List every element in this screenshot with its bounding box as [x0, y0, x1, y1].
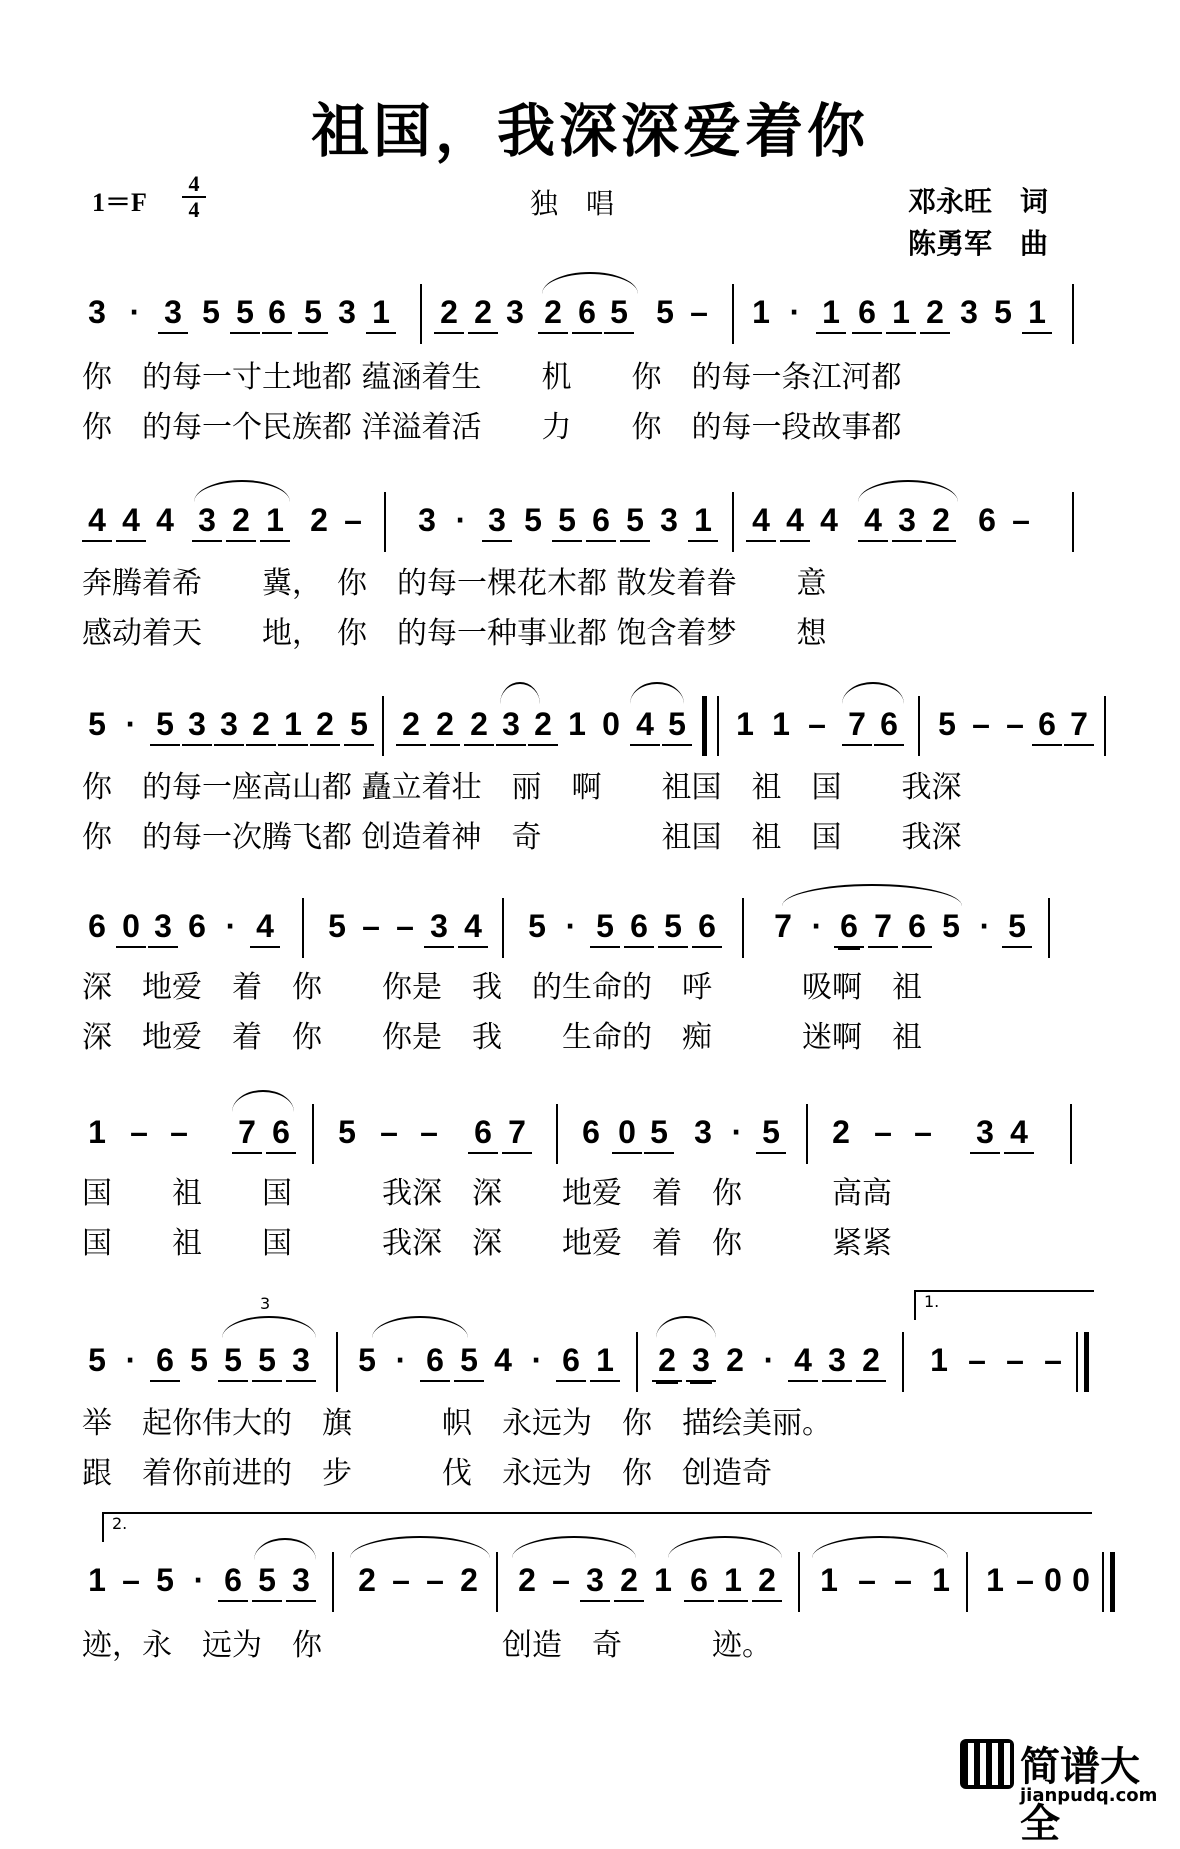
- jianpu-note: –: [130, 1114, 148, 1150]
- jianpu-note: 1: [816, 292, 846, 334]
- site-logo: [960, 1735, 1170, 1847]
- jianpu-note: 6: [468, 1112, 498, 1154]
- lyrics-row-1-verse-1: 你 的每一寸土地都 蕴涵着生 机 你 的每一条江河都: [82, 360, 902, 395]
- jianpu-note: –: [362, 908, 380, 944]
- jianpu-note: 5: [338, 1114, 356, 1150]
- jianpu-note: 7: [868, 906, 898, 948]
- jianpu-note: 4: [82, 500, 112, 542]
- jianpu-note: 5: [938, 706, 956, 742]
- bar-line: [806, 1104, 808, 1164]
- jianpu-note: 6: [978, 502, 996, 538]
- jianpu-note: 1: [718, 1560, 748, 1602]
- bar-line: [1076, 1332, 1089, 1392]
- jianpu-note: 4: [494, 1342, 512, 1378]
- jianpu-note: 1: [736, 706, 754, 742]
- jianpu-note: 6: [834, 906, 864, 948]
- key-signature: 1＝F: [92, 188, 147, 217]
- jianpu-note: 5: [524, 502, 542, 538]
- jianpu-note: 5: [620, 500, 650, 542]
- jianpu-note: 6: [266, 1112, 296, 1154]
- jianpu-note: 3: [580, 1560, 610, 1602]
- jianpu-note: 5: [88, 1342, 106, 1378]
- jianpu-note: 2: [430, 704, 460, 746]
- jianpu-note: 3: [286, 1340, 316, 1382]
- jianpu-note: 6: [150, 1340, 180, 1382]
- jianpu-note: 4: [630, 704, 660, 746]
- jianpu-note: 1: [590, 1340, 620, 1382]
- jianpu-note: 1: [260, 500, 290, 542]
- jianpu-note: 7: [842, 704, 872, 746]
- bar-line: [902, 1332, 904, 1392]
- jianpu-note: –: [396, 908, 414, 944]
- jianpu-note: 5: [202, 294, 220, 330]
- jianpu-note: 3: [482, 500, 512, 542]
- jianpu-note: 2: [920, 292, 950, 334]
- jianpu-note: 2: [460, 1562, 478, 1598]
- piano-keys-icon: [960, 1739, 1014, 1789]
- jianpu-note: 2: [752, 1560, 782, 1602]
- jianpu-note: 3: [694, 1114, 712, 1150]
- jianpu-note: 4: [780, 500, 810, 542]
- lyricist-credit: 邓永旺 词: [908, 185, 1049, 218]
- slur-mark: [222, 1316, 316, 1338]
- jianpu-note: 5: [344, 704, 374, 746]
- jianpu-note: ·: [731, 1114, 743, 1150]
- lyrics-row-6-verse-2: 跟 着你前进的 步 伐 永远为 你 创造奇: [82, 1456, 772, 1491]
- jianpu-note: 2: [464, 704, 494, 746]
- jianpu-note: –: [914, 1114, 932, 1150]
- composer-credit: 陈勇军 曲: [908, 227, 1049, 260]
- jianpu-note: 4: [788, 1340, 818, 1382]
- jianpu-note: –: [122, 1562, 140, 1598]
- lyrics-row-3-verse-2: 你 的每一次腾飞都 创造着神 奇 祖国 祖 国 我深: [82, 820, 962, 855]
- jianpu-note: –: [426, 1562, 444, 1598]
- jianpu-note: 3: [88, 294, 106, 330]
- jianpu-note: –: [968, 1342, 986, 1378]
- jianpu-note: –: [344, 502, 362, 538]
- lyrics-row-7-verse-1: 迹，永 远为 你 创造 奇 迹。: [82, 1628, 772, 1663]
- jianpu-note: –: [972, 706, 990, 742]
- lyrics-row-2-verse-2: 感动着天 地， 你 的每一种事业都 饱含着梦 想: [82, 616, 827, 651]
- bar-line: [702, 696, 719, 756]
- lyrics-row-4-verse-1: 深 地爱 着 你 你是 我 的生命的 呼 吸啊 祖: [82, 970, 922, 1005]
- bar-line: [1072, 284, 1074, 344]
- jianpu-note: 1: [568, 706, 586, 742]
- jianpu-note: 6: [218, 1560, 248, 1602]
- slur-mark: [842, 682, 904, 704]
- lyrics-row-2-verse-1: 奔腾着希 冀， 你 的每一棵花木都 散发着眷 意: [82, 566, 827, 601]
- jianpu-note: 1: [930, 1342, 948, 1378]
- jianpu-note: 4: [116, 500, 146, 542]
- jianpu-note: 4: [820, 502, 838, 538]
- jianpu-note: 1: [752, 294, 770, 330]
- lyrics-row-4-verse-2: 深 地爱 着 你 你是 我 生命的 痴 迷啊 祖: [82, 1020, 922, 1055]
- logo-url: jianpudq.com: [1020, 1785, 1158, 1806]
- jianpu-note: 3: [960, 294, 978, 330]
- jianpu-note: –: [1006, 706, 1024, 742]
- jianpu-note: 2: [614, 1560, 644, 1602]
- slur-mark: [858, 480, 958, 502]
- jianpu-note: 0: [1072, 1562, 1090, 1598]
- bar-line: [332, 1552, 334, 1612]
- bar-line: [336, 1332, 338, 1392]
- jianpu-note: 5: [942, 908, 960, 944]
- bar-line: [732, 284, 734, 344]
- jianpu-note: 0: [116, 906, 146, 948]
- slur-mark: [656, 1316, 716, 1338]
- jianpu-note: 6: [902, 906, 932, 948]
- jianpu-note: 7: [774, 908, 792, 944]
- jianpu-note: 6: [684, 1560, 714, 1602]
- lyrics-row-1-verse-2: 你 的每一个民族都 洋溢着活 力 你 的每一段故事都: [82, 410, 902, 445]
- jianpu-note: 1: [366, 292, 396, 334]
- jianpu-note: 4: [250, 906, 280, 948]
- jianpu-note: 5: [756, 1112, 786, 1154]
- jianpu-note: 5: [604, 292, 634, 334]
- bar-line: [496, 1552, 498, 1612]
- lyrics-row-3-verse-1: 你 的每一座高山都 矗立着壮 丽 啊 祖国 祖 国 我深: [82, 770, 962, 805]
- jianpu-note: ·: [979, 908, 991, 944]
- jianpu-note: 5: [658, 906, 688, 948]
- logo-title: 简谱大全: [1020, 1744, 1140, 1847]
- bar-line: [312, 1104, 314, 1164]
- jianpu-note: 3: [892, 500, 922, 542]
- slur-mark: [232, 1090, 294, 1112]
- jianpu-note: 5: [252, 1560, 282, 1602]
- bar-line: [732, 492, 734, 552]
- jianpu-note: 0: [612, 1112, 642, 1154]
- jianpu-note: 3: [822, 1340, 852, 1382]
- jianpu-note: 6: [852, 292, 882, 334]
- jianpu-note: 3: [338, 294, 356, 330]
- bar-line: [556, 1104, 558, 1164]
- jianpu-note: –: [1044, 1342, 1062, 1378]
- jianpu-note: 0: [602, 706, 620, 742]
- jianpu-note: 2: [226, 500, 256, 542]
- volta-1: 1.: [914, 1290, 1094, 1320]
- jianpu-note: 5: [190, 1342, 208, 1378]
- time-signature: [182, 172, 206, 222]
- jianpu-note: 6: [624, 906, 654, 948]
- slur-mark: [372, 1316, 468, 1338]
- jianpu-note: ·: [395, 1342, 407, 1378]
- jianpu-note: 1: [886, 292, 916, 334]
- slur-mark: [542, 272, 638, 294]
- jianpu-note: 3: [506, 294, 524, 330]
- jianpu-note: –: [1006, 1342, 1024, 1378]
- jianpu-note: 2: [538, 292, 568, 334]
- jianpu-note: 6: [582, 1114, 600, 1150]
- jianpu-note: 6: [1032, 704, 1062, 746]
- jianpu-note: ·: [811, 908, 823, 944]
- jianpu-note: 2: [396, 704, 426, 746]
- jianpu-note: 7: [1064, 704, 1094, 746]
- jianpu-note: 3: [660, 502, 678, 538]
- jianpu-note: –: [1016, 1562, 1034, 1598]
- jianpu-note: 1: [1022, 292, 1052, 334]
- jianpu-note: 7: [232, 1112, 262, 1154]
- slur-mark: [630, 682, 684, 704]
- jianpu-note: 3: [214, 704, 244, 746]
- song-title: 祖国，我深深爱着你: [310, 97, 869, 165]
- jianpu-note: 1: [278, 704, 308, 746]
- jianpu-note: 1: [688, 500, 718, 542]
- jianpu-note: 3: [418, 502, 436, 538]
- jianpu-note: 5: [358, 1342, 376, 1378]
- jianpu-note: 6: [586, 500, 616, 542]
- jianpu-note: 3: [970, 1112, 1000, 1154]
- jianpu-note: 3: [148, 906, 178, 948]
- jianpu-note: –: [1012, 502, 1030, 538]
- jianpu-note: 3: [686, 1340, 716, 1382]
- jianpu-note: 6: [88, 908, 106, 944]
- jianpu-note: 1: [986, 1562, 1004, 1598]
- jianpu-note: 1: [772, 706, 790, 742]
- jianpu-note: 4: [858, 500, 888, 542]
- jianpu-note: 5: [590, 906, 620, 948]
- jianpu-note: 2: [246, 704, 276, 746]
- jianpu-note: 5: [150, 704, 180, 746]
- jianpu-note: –: [808, 706, 826, 742]
- jianpu-note: 1: [932, 1562, 950, 1598]
- jianpu-note: 5: [252, 1340, 282, 1382]
- jianpu-note: 4: [458, 906, 488, 948]
- jianpu-note: 2: [358, 1562, 376, 1598]
- bar-line: [798, 1552, 800, 1612]
- bar-line: [1102, 1552, 1115, 1612]
- jianpu-note: 2: [310, 704, 340, 746]
- jianpu-note: –: [392, 1562, 410, 1598]
- jianpu-note: 5: [1002, 906, 1032, 948]
- bar-line: [382, 696, 384, 756]
- jianpu-note: –: [552, 1562, 570, 1598]
- jianpu-note: ·: [125, 1342, 137, 1378]
- jianpu-note: 5: [298, 292, 328, 334]
- staff-row-2: [82, 500, 1082, 566]
- slur-mark: [194, 480, 290, 502]
- jianpu-note: 6: [874, 704, 904, 746]
- jianpu-note: 0: [1044, 1562, 1062, 1598]
- jianpu-note: 6: [188, 908, 206, 944]
- jianpu-note: 6: [572, 292, 602, 334]
- jianpu-note: –: [874, 1114, 892, 1150]
- jianpu-note: 6: [692, 906, 722, 948]
- time-signature-top: 4: [188, 171, 200, 196]
- jianpu-note: 3: [286, 1560, 316, 1602]
- bar-line: [384, 492, 386, 552]
- jianpu-note: 5: [88, 706, 106, 742]
- jianpu-note: 5: [994, 294, 1012, 330]
- jianpu-note: ·: [531, 1342, 543, 1378]
- jianpu-note: 3: [158, 292, 188, 334]
- jianpu-note: ·: [129, 294, 141, 330]
- jianpu-note: 5: [662, 704, 692, 746]
- jianpu-note: –: [420, 1114, 438, 1150]
- bar-line: [302, 898, 304, 958]
- jianpu-note: 5: [230, 292, 260, 334]
- bar-line: [1048, 898, 1050, 958]
- jianpu-note: 1: [88, 1562, 106, 1598]
- jianpu-note: ·: [455, 502, 467, 538]
- bar-line: [918, 696, 920, 756]
- bar-line: [1104, 696, 1106, 756]
- jianpu-note: 6: [420, 1340, 450, 1382]
- jianpu-note: ·: [763, 1342, 775, 1378]
- jianpu-note: 5: [552, 500, 582, 542]
- jianpu-note: 1: [654, 1562, 672, 1598]
- bar-line: [1072, 492, 1074, 552]
- jianpu-note: –: [380, 1114, 398, 1150]
- bar-line: [1070, 1104, 1072, 1164]
- jianpu-note: 5: [328, 908, 346, 944]
- jianpu-note: 2: [832, 1114, 850, 1150]
- jianpu-note: 2: [310, 502, 328, 538]
- jianpu-note: 1: [88, 1114, 106, 1150]
- jianpu-note: 2: [926, 500, 956, 542]
- jianpu-note: 3: [192, 500, 222, 542]
- jianpu-note: 5: [454, 1340, 484, 1382]
- jianpu-note: 2: [434, 292, 464, 334]
- triplet-mark: 3: [260, 1294, 271, 1313]
- staff-row-6: [82, 1294, 1082, 1406]
- jianpu-note: 2: [518, 1562, 536, 1598]
- lyrics-row-5-verse-1: 国 祖 国 我深 深 地爱 着 你 高高: [82, 1176, 892, 1211]
- volta-2: 2.: [102, 1512, 1092, 1542]
- jianpu-note: 2: [528, 704, 558, 746]
- jianpu-note: –: [858, 1562, 876, 1598]
- slur-mark: [782, 884, 962, 906]
- jianpu-note: 3: [182, 704, 212, 746]
- time-signature-bottom: 4: [182, 196, 206, 222]
- bar-line: [636, 1332, 638, 1392]
- jianpu-note: –: [170, 1114, 188, 1150]
- jianpu-note: 5: [528, 908, 546, 944]
- jianpu-note: 4: [746, 500, 776, 542]
- jianpu-note: –: [690, 294, 708, 330]
- jianpu-note: ·: [193, 1562, 205, 1598]
- bar-line: [502, 898, 504, 958]
- jianpu-note: –: [894, 1562, 912, 1598]
- jianpu-note: 5: [644, 1112, 674, 1154]
- jianpu-note: 1: [820, 1562, 838, 1598]
- performance-type: 独 唱: [530, 187, 615, 220]
- jianpu-note: 2: [652, 1340, 682, 1382]
- lyrics-row-5-verse-2: 国 祖 国 我深 深 地爱 着 你 紧紧: [82, 1226, 892, 1261]
- lyrics-row-6-verse-1: 举 起你伟大的 旗 帜 永远为 你 描绘美丽。: [82, 1406, 832, 1441]
- jianpu-note: 2: [468, 292, 498, 334]
- bar-line: [966, 1552, 968, 1612]
- jianpu-note: 3: [496, 704, 526, 746]
- jianpu-note: 7: [502, 1112, 532, 1154]
- staff-row-7: [82, 1560, 1090, 1626]
- staff-row-1: [82, 292, 1082, 358]
- jianpu-note: ·: [565, 908, 577, 944]
- jianpu-note: 4: [1004, 1112, 1034, 1154]
- bar-line: [420, 284, 422, 344]
- bar-line: [742, 898, 744, 958]
- staff-row-3: [82, 704, 1088, 770]
- jianpu-note: 6: [262, 292, 292, 334]
- jianpu-note: 2: [856, 1340, 886, 1382]
- slur-mark: [500, 682, 540, 704]
- jianpu-note: 3: [424, 906, 454, 948]
- jianpu-note: ·: [789, 294, 801, 330]
- jianpu-note: 2: [726, 1342, 744, 1378]
- jianpu-note: 5: [218, 1340, 248, 1382]
- jianpu-note: 4: [156, 502, 174, 538]
- jianpu-note: 5: [156, 1562, 174, 1598]
- jianpu-note: ·: [225, 908, 237, 944]
- jianpu-note: 5: [656, 294, 674, 330]
- jianpu-note: ·: [125, 706, 137, 742]
- jianpu-note: 6: [556, 1340, 586, 1382]
